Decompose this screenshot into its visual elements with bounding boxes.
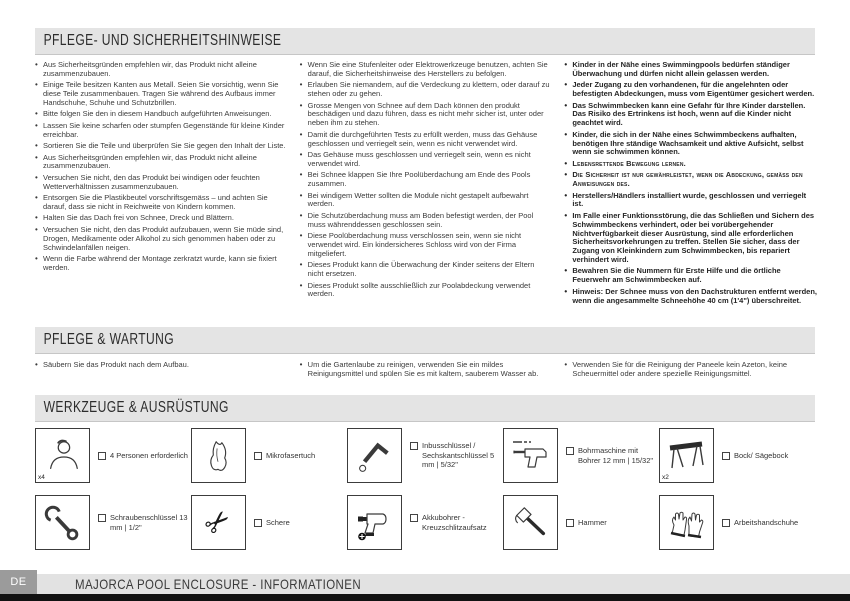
tool-label <box>254 451 315 461</box>
tool-icon-box <box>347 495 402 550</box>
bullet-text: Das Gehäuse muss geschlossen und verriegelt sein, wenn es nicht verwendet wird. <box>307 149 531 168</box>
bullet-text: Lebensrettende Bewegung lernen. <box>572 158 686 168</box>
bullet-item <box>300 212 553 230</box>
hammer-icon <box>512 504 550 542</box>
tool-quantity: x4 <box>38 474 45 481</box>
bullet-text: Säubern Sie das Produkt nach dem Aufbau. <box>43 360 189 369</box>
checkbox-icon <box>566 447 574 455</box>
bullet-dot: • <box>564 100 568 110</box>
bullet-dot: • <box>299 360 303 369</box>
tool-icon-box <box>191 428 246 483</box>
scissors-icon: ✂ <box>197 500 240 544</box>
bullet-dot: • <box>299 80 303 90</box>
people-icon <box>44 437 82 475</box>
bullet-item <box>300 261 553 279</box>
bullet-item <box>300 131 553 149</box>
tool-label <box>410 441 502 470</box>
bullet-column <box>35 61 288 308</box>
bullet-item <box>35 255 288 273</box>
bullet-dot: • <box>564 286 568 296</box>
tool-item <box>503 428 659 483</box>
tool-icon-box <box>659 428 714 483</box>
bullet-dot: • <box>299 231 303 241</box>
bullet-text: Versuchen Sie nicht, den das Produkt bei windigen oder feuchten Wetterverhältnissen zusammenzubauen. <box>43 172 260 191</box>
checkbox-icon <box>722 452 730 460</box>
bullet-text: Jeder Zugang zu den vorhandenen, für die angelehnten oder befestigten Abdeckungen, muss vom Eigentümer gesichert werden. <box>572 80 815 99</box>
language-tag: DE <box>0 570 37 594</box>
bullet-text: Bitte folgen Sie den in diesem Handbuch aufgeführten Anweisungen. <box>43 109 272 119</box>
bullet-item <box>300 192 553 210</box>
tool-label-text: Inbusschlüssel / Sechskantschlüssel 5 mm | 5/32" <box>422 440 495 470</box>
bullet-item <box>564 288 817 306</box>
bullet-dot: • <box>564 210 568 220</box>
tool-label-text: Bock/ Sägebock <box>734 450 789 460</box>
checkbox-icon <box>254 452 262 460</box>
tool-label-text: Akkubohrer - Kreuzschlitzaufsatz <box>422 512 487 532</box>
bullet-text: Bewahren Sie die Nummern für Erste Hilfe und die örtliche Feuerwehr am Schwimmbecken auf. <box>572 266 781 285</box>
bullet-text: Wenn die Farbe während der Montage zerkratzt wurde, kann sie fixiert werden. <box>43 253 277 272</box>
bullet-item <box>300 232 553 259</box>
bullet-dot: • <box>299 260 303 270</box>
bullet-text: Diese Poolüberdachung muss verschlossen sein, wenn sie nicht verwendet wird. Ein kindersicheres Schloss wird von der Firma mitgeliefert. <box>307 231 522 258</box>
bullet-item <box>35 122 288 140</box>
bullet-item <box>300 151 553 169</box>
bullet-item <box>564 131 817 158</box>
bullet-item <box>564 160 817 169</box>
tool-label-text: Mikrofasertuch <box>266 450 316 460</box>
bullet-text: Dieses Produkt kann die Überwachung der Kinder seitens der Eltern nicht ersetzen. <box>307 260 535 279</box>
tool-icon-box <box>503 495 558 550</box>
bullet-text: Bei windigem Wetter sollten die Module nicht gestapelt aufbewahrt werden. <box>307 190 529 209</box>
bullet-item <box>564 171 817 189</box>
bullet-item <box>564 192 817 210</box>
bullet-dot: • <box>564 158 568 168</box>
tool-label <box>722 518 798 528</box>
checkbox-icon <box>410 442 418 450</box>
bullet-text: Entsorgen Sie die Plastikbeutel vorschriftsgemäss – und achten Sie darauf, dass sie nicht in Reichweite von Kindern kommen. <box>43 193 268 211</box>
maintenance-section-header <box>35 327 815 354</box>
bullet-text: Aus Sicherheitsgründen empfehlen wir, das Produkt nicht alleine zusammenzubauen. <box>43 60 257 78</box>
bullet-text: Dieses Produkt sollte ausschließlich zur Poolabdeckung verwendet werden. <box>307 280 531 299</box>
tool-label <box>410 513 502 533</box>
tool-item <box>191 428 347 483</box>
bullet-text: Kinder in der Nähe eines Swimmingpools bedürfen ständiger Überwachung und dürfen nicht allein gelassen werden. <box>572 60 790 78</box>
bullet-item <box>35 81 288 108</box>
bullet-column <box>564 61 817 308</box>
bullet-item <box>564 212 817 265</box>
bullet-item <box>564 61 817 79</box>
bullet-item <box>35 361 288 370</box>
bullet-text: Aus Sicherheitsgründen empfehlen wir, das Produkt nicht alleine zusammenzubauen. <box>43 152 257 171</box>
bullet-dot: • <box>564 60 568 69</box>
bullet-text: Die Schutzüberdachung muss am Boden befestigt werden, der Pool muss währenddessen geschlossen sein. <box>307 210 534 229</box>
bullet-item <box>35 61 288 79</box>
sawhorse-icon <box>667 436 707 476</box>
bullet-text: Wenn Sie eine Stufenleiter oder Elektrowerkzeuge benutzen, achten Sie darauf, die Sicherheitshinweise des Herstellers zu befolgen. <box>307 60 548 78</box>
tools-grid <box>35 428 817 550</box>
bullet-dot: • <box>564 190 568 200</box>
bullet-text: Herstellers/Händlers installiert wurde, geschlossen und verriegelt ist. <box>572 190 807 209</box>
bullet-item <box>300 282 553 300</box>
bullet-dot: • <box>35 172 38 182</box>
bullet-text: Halten Sie das Dach frei von Schnee, Dreck und Blättern. <box>43 213 234 223</box>
bullet-dot: • <box>35 80 38 90</box>
bullet-dot: • <box>299 129 303 139</box>
bullet-column <box>300 61 553 308</box>
bullet-item <box>35 194 288 212</box>
checkbox-icon <box>98 514 106 522</box>
tools-section-title: WERKZEUGE & AUSRÜSTUNG <box>43 399 229 416</box>
safety-section-header <box>35 28 815 55</box>
checkbox-icon <box>254 519 262 527</box>
bullet-dot: • <box>35 120 38 130</box>
bullet-item <box>35 174 288 192</box>
tool-label <box>722 451 788 461</box>
bottom-strip <box>0 594 850 601</box>
bullet-item <box>300 361 553 379</box>
bullet-item <box>35 226 288 253</box>
wrench-icon <box>44 504 82 542</box>
bullet-item <box>300 171 553 189</box>
bullet-dot: • <box>35 60 38 69</box>
bullet-dot: • <box>299 170 303 180</box>
bullet-item <box>35 110 288 119</box>
tool-quantity: x2 <box>662 474 669 481</box>
bullet-text: Damit die durchgeführten Tests zu erfüllt werden, muss das Gehäuse geschlossen und verriegelt sein, wenn es nicht verwendet wird. <box>307 129 538 148</box>
bullet-item <box>564 361 817 379</box>
bullet-dot: • <box>299 100 303 110</box>
bullet-text: Um die Gartenlaube zu reinigen, verwenden Sie ein mildes Reinigungsmittel und spülen Sie es mit kaltem, sauberem Wasser ab. <box>307 360 539 378</box>
bullet-dot: • <box>564 170 568 180</box>
cordless-drill-icon <box>355 503 395 543</box>
bullet-dot: • <box>35 224 38 234</box>
drill-icon <box>511 436 551 476</box>
bullet-dot: • <box>299 149 303 159</box>
tool-item <box>35 495 191 550</box>
bullet-text: Hinweis: Der Schnee muss von den Dachstrukturen entfernt werden, wenn die angesammelte Schneehöhe 40 cm (1'4") überschreitet. <box>572 286 817 305</box>
tool-label-text: Arbeitshandschuhe <box>734 517 799 527</box>
tool-icon-box <box>191 495 246 550</box>
tool-label <box>98 451 188 461</box>
bullet-dot: • <box>564 129 568 139</box>
bullet-text: Im Falle einer Funktionsstörung, die das Schließen und Sichern des Schwimmbeckens verhindert, oder bei vorübergehender Nichtverfügbarkeit dieser Ausrüstung, sind alle erforderlichen Sicherheitsvorkehrungen zu treffen. Stellen Sie sicher, dass der Zugang von Kleinkindern zum Schwimmbecken, bis repariert verhindert wird. <box>572 210 815 265</box>
bullet-item <box>564 81 817 99</box>
bullet-item <box>300 102 553 129</box>
bullet-text: Einige Teile besitzen Kanten aus Metall. Seien Sie vorsichtig, wenn Sie diese Teile zusammenbauen. Tragen Sie während des Aufbaus immer Handschuhe, Schuhe und Schutzbrillen. <box>43 80 279 107</box>
bullet-column <box>564 361 817 381</box>
bullet-item <box>564 102 817 129</box>
bullet-dot: • <box>299 210 303 220</box>
checkbox-icon <box>722 519 730 527</box>
bullet-item <box>564 267 817 285</box>
bullet-dot: • <box>564 360 568 369</box>
bullet-text: Das Schwimmbecken kann eine Gefahr für Ihre Kinder darstellen. Das Risiko des Ertrinkens ist hoch, wenn auf die Kinder nicht geachtet wird. <box>572 100 806 128</box>
allen-key-icon <box>356 437 394 475</box>
tool-icon-box <box>659 495 714 550</box>
tool-label <box>566 518 607 528</box>
bullet-text: Grosse Mengen von Schnee auf dem Dach können den produkt beschädigen und dazu führen, dass es nicht mehr sicher ist, unter oder neben ihm zu stehen. <box>307 100 544 128</box>
maintenance-section-title: PFLEGE & WARTUNG <box>43 331 175 348</box>
checkbox-icon <box>98 452 106 460</box>
bullet-text: Lassen Sie keine scharfen oder stumpfen Gegenstände für kleine Kinder erreichbar. <box>43 120 285 139</box>
tool-label <box>254 518 290 528</box>
safety-bullet-columns <box>35 61 817 308</box>
bullet-text: Erlauben Sie niemandem, auf die Verdeckung zu klettern, oder darauf zu stehen oder zu gehen. <box>307 80 550 99</box>
tool-item <box>347 428 503 483</box>
checkbox-icon <box>410 514 418 522</box>
bullet-dot: • <box>299 60 303 69</box>
tool-icon-box <box>503 428 558 483</box>
bullet-item <box>35 142 288 151</box>
bullet-dot: • <box>299 280 303 290</box>
tool-item <box>503 495 659 550</box>
bullet-item <box>300 61 553 79</box>
bullet-dot: • <box>299 190 303 200</box>
tool-icon-box <box>35 495 90 550</box>
tool-item <box>659 495 815 550</box>
bullet-dot: • <box>564 80 568 90</box>
safety-section-title: PFLEGE- UND SICHERHEITSHINWEISE <box>43 32 282 49</box>
gloves-icon <box>667 503 707 543</box>
bullet-dot: • <box>35 253 38 263</box>
tool-item <box>659 428 815 483</box>
bullet-text: Sortieren Sie die Teile und überprüfen Sie Sie gegen den Inhalt der Liste. <box>43 141 286 151</box>
bullet-item <box>35 154 288 172</box>
bullet-column <box>35 361 288 381</box>
tool-label-text: Schere <box>266 517 290 527</box>
bullet-text: Verwenden Sie für die Reinigung der Paneele kein Azeton, keine Scheuermittel oder andere spezielle Reinigungsmittel. <box>572 360 788 378</box>
bullet-text: Bei Schnee klappen Sie Ihre Poolüberdachung am Ende des Pools zusammen. <box>307 170 531 189</box>
tools-section-header <box>35 395 815 422</box>
tool-item <box>191 495 347 550</box>
bullet-dot: • <box>564 266 568 276</box>
tool-label-text: 4 Personen erforderlich <box>110 450 188 460</box>
maintenance-bullet-columns <box>35 361 817 381</box>
tool-item <box>35 428 191 483</box>
bullet-text: Die Sicherheit ist nur gewährleistet, wenn die Abdeckung, gemäss den Anweisungen des. <box>572 170 803 189</box>
bullet-text: Versuchen Sie nicht, den das Produkt aufzubauen, wenn Sie müde sind, Drogen, Medikamente oder Alkohol zu sich genommen haben oder zu Schwindelanfällen neigen. <box>43 224 284 252</box>
bullet-dot: • <box>35 109 38 119</box>
tool-icon-box <box>35 428 90 483</box>
tool-label <box>566 446 658 466</box>
bullet-dot: • <box>35 360 38 369</box>
cloth-icon <box>200 437 238 475</box>
bullet-dot: • <box>35 152 38 162</box>
bullet-dot: • <box>35 213 38 223</box>
tool-label-text: Hammer <box>578 517 607 527</box>
bullet-dot: • <box>35 193 38 203</box>
bullet-item <box>300 81 553 99</box>
tool-item <box>347 495 503 550</box>
checkbox-icon <box>566 519 574 527</box>
bullet-dot: • <box>35 141 38 151</box>
tool-label-text: Schraubenschlüssel 13 mm | 1/2" <box>110 512 188 532</box>
bullet-text: Kinder, die sich in der Nähe eines Schwimmbeckens aufhalten, benötigen Ihre ständige Wachsamkeit und aktive Aufsicht, selbst wenn sie schwimmen können. <box>572 129 804 157</box>
tool-label <box>98 513 190 533</box>
bullet-item <box>35 214 288 223</box>
bullet-column <box>300 361 553 381</box>
footer-title: MAJORCA POOL ENCLOSURE - INFORMATIONEN <box>75 576 362 592</box>
tool-label-text: Bohrmaschine mit Bohrer 12 mm | 15/32" <box>578 445 654 465</box>
tool-icon-box <box>347 428 402 483</box>
